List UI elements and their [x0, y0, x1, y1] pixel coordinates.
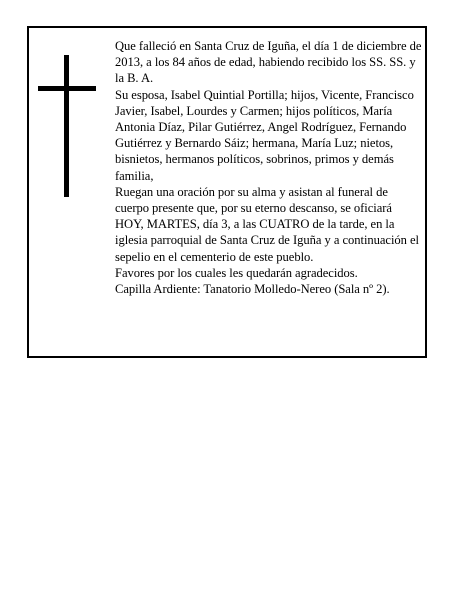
death-announcement-paragraph: Que falleció en Santa Cruz de Iguña, el día 1 de diciembre de 2013, a los 84 años de edad, habiendo recibido los SS. SS. y la B. A. [115, 39, 422, 86]
cross-icon [38, 55, 98, 197]
thanks-paragraph: Favores por los cuales les quedarán agradecidos. [115, 265, 358, 280]
obituary-text [115, 38, 423, 297]
cross-vertical-bar [64, 55, 69, 197]
chapel-paragraph: Capilla Ardiente: Tanatorio Molledo-Nereo (Sala nº 2). [115, 282, 390, 297]
cross-horizontal-bar [38, 86, 96, 91]
funeral-details-paragraph: Ruegan una oración por su alma y asistan al funeral de cuerpo presente que, por su eterno descanso, se oficiará HOY, MARTES, día 3, a las CUATRO de la tarde, en la iglesia parroquial de Santa Cruz de Iguña y a continuación el sepelio en el cementerio de este pueblo. [115, 184, 419, 264]
family-paragraph: Su esposa, Isabel Quintial Portilla; hijos, Vicente, Francisco Javier, Isabel, Lourdes y Carmen; hijos políticos, María Antonia Díaz, Pilar Gutiérrez, Angel Rodríguez, Fernando Gutiérrez y Bernardo Sáiz; hermana, María Luz; nietos, bisnietos, hermanos políticos, sobrinos, primos y demás familia, [115, 87, 414, 183]
